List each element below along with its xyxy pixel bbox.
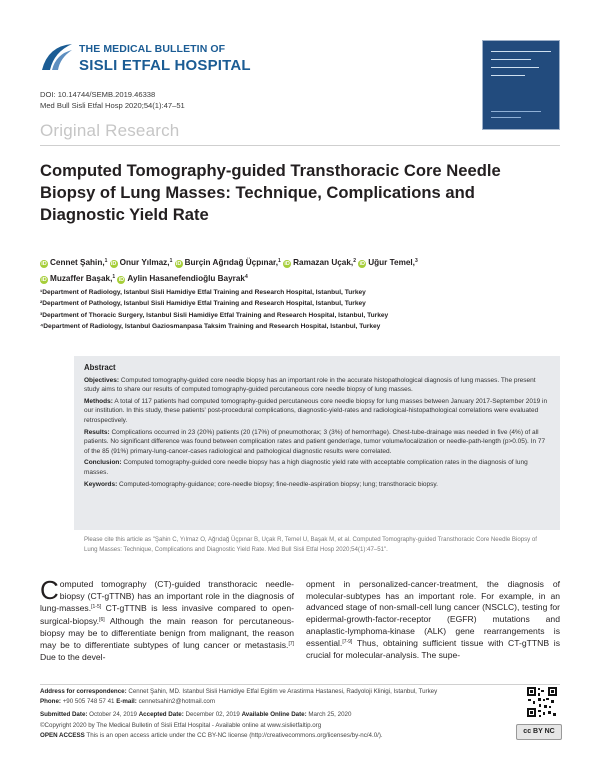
reference-link[interactable]: [1-5] [91,604,102,611]
citation-short: Med Bull Sisli Etfal Hosp 2020;54(1):47–51 [40,101,185,110]
orcid-icon[interactable]: iD [284,261,290,267]
affiliation: ⁴Department of Radiology, Istanbul Gaziosmanpasa Taksim Training and Research Hospital, Istanbul, Turkey [40,322,381,330]
body-column-left: Computed tomography (CT)-guided transthoracic needle-biopsy (CT-gTTNB) has an important role in the diagnosis of lung-masses.[1-5] CT-gTTNB is less invasive compared to open-surgical-biopsy.[6] Although the main reason for percutaneous-biopsy may be to differentiate benign from malignant, the reason may be to differentiate subtypes of lung cancer or metastasis.[7] Due to the devel- [40,575,294,662]
section-label: Original Research [40,121,180,140]
orcid-icon[interactable]: iD [118,277,125,283]
author: iD Burçin Ağrıdağ Üçpınar,$^1$ [175,258,281,267]
email-link[interactable]: cennetsahin2@hotmail.com [136,698,216,706]
footer-notes [40,687,495,741]
affiliation: ¹Department of Radiology, Istanbul Sisli Hamidiye Etfal Training and Research Hospital, Istanbul, Turkey [40,289,366,296]
author: iD Aylin Hasanefendioğlu Bayrak$^4$ [118,274,248,283]
dates-line: Submitted Date: October 24, 2019 Accepted Date: December 02, 2019 Available Online Date: March 25, 2020 [40,711,352,719]
correspondence-line: Address for correspondence: Cennet Şahin, MD. Istanbul Sisli Hamidiye Etfal Egitim ve Arastirma Hastanesi, Radyoloji Klinigi, Istanbul, Turkey [40,688,438,695]
affiliation: ³Department of Thoracic Surgery, Istanbul Sisli Hamidiye Etfal Training and Research Hospital, Istanbul, Turkey [40,311,389,319]
journal-name-line1: THE MEDICAL BULLETIN OF [79,43,226,55]
cc-license-badge[interactable]: cc BY NC [516,724,562,740]
orcid-icon[interactable]: iD [175,261,182,267]
journal-name-line2: SISLI ETFAL HOSPITAL [79,57,251,74]
author: iD Uğur Temel,$^3$ [359,258,418,267]
journal-cover-thumbnail [482,40,560,130]
author: iD Onur Yılmaz,$^1$ [110,258,173,267]
cite-as-note: Please cite this article as "Şahin C, Yılmaz O, Ağrıdağ Üçpınar B, Uçak R, Temel U, Başak M, et al. Computed Tomography-guided Transthoracic Core Needle Biopsy of Lung Masses: Technique, Complications and Diagnostic Yield Rate. Med Bull Sisli Etfal Hosp 2020;54(1):47–51". [84,536,537,553]
abstract-content [84,363,552,491]
abstract-results: Results: Complications occurred in 23 (20%) patients (20 (17%) of pneumothorax; 3 (3%) of hemorrhage). Chest-tube-drainage was needed in five (4%) of all patients. No significant difference was found between complication rates and patient gender/age, tumor volume/localization or needle-path-length (p>0.05). In 77 of the 85 (91%) primary-lung-cancer-cases radiological and pathological diagnostic results were correlated. [84,428,546,455]
author: iD Ramazan Uçak,$^2$ [284,258,356,267]
reference-link[interactable]: [6] [99,616,105,623]
orcid-icon[interactable]: iD [41,261,47,267]
footer-divider [40,684,560,685]
copyright-line: ©Copyright 2020 by The Medical Bulletin of Sisli Etfal Hospital - Available online at www.sislietfaltip.org [40,721,322,729]
reference-link[interactable]: [7-9] [342,639,353,646]
article-title: Computed Tomography-guided Transthoracic Core Needle Biopsy of Lung Masses: Technique, Complications and Diagnostic Yield Rate [40,161,501,224]
article-meta [40,89,185,111]
orcid-icon[interactable]: iD [359,261,365,267]
abstract-methods: Methods: A total of 117 patients had computed tomography-guided percutaneous core needle biopsy for lung masses between January 2017-September 2019 in our institution. In this study, these patients' post-procedural complications, diagnostic-yield-rates and radiological-histopathological correlations were evaluated retrospectively. [84,397,548,424]
abstract-objectives: Objectives: Computed tomography-guided core needle biopsy has an important role in the accurate histopathological diagnosis of lung masses. The present study aims to share our results of computed tomography-guided percutaneous core needle biopsy of lung masses. [84,376,536,394]
affiliations [40,287,560,332]
body-column-right: opment in personalized-cancer-treatment, the diagnosis of molecular-subtypes has an important role. For example, in an advanced stage of non-small-cell lung cancer (NSCLC), testing for epidermal-growth-factor-receptor (EGFR) mutations and anaplastic-lymphoma-kinase (ALK) gene rearrangements is essential.[7-9] Thus, obtaining sufficient tissue with CT-gTTNB is crucial for molecular-analysis. The supe- [306,579,560,660]
orcid-icon[interactable]: iD [110,261,117,267]
orcid-icon[interactable]: iD [41,277,47,283]
qr-code-icon[interactable] [526,686,558,718]
drop-cap: C [40,575,59,605]
open-access-line: OPEN ACCESS This is an open access article under the CC BY-NC license (http://creativecommons.org/licenses/by-nc/4.0/). [40,731,383,739]
contact-line: Phone: +90 505 748 57 41 E-mail: cennetsahin2@hotmail.com [40,698,216,706]
doi-link[interactable]: DOI: 10.14744/SEMB.2019.46338 [40,90,156,99]
abstract-conclusion: Conclusion: Computed tomography-guided core needle biopsy has a high diagnostic yield rate with acceptable complication rates in the diagnosis of lung masses. [84,459,528,476]
abstract-heading: Abstract [84,363,116,372]
affiliation: ²Department of Pathology, Istanbul Sisli Hamidiye Etfal Training and Research Hospital, Istanbul, Turkey [40,300,366,308]
author-list [40,254,560,286]
section-divider [40,145,560,146]
author: iD Muzaffer Başak,$^1$ [41,274,116,283]
hospital-logo-icon [40,42,74,72]
author: iD Cennet Şahin,$^1$ [41,258,108,267]
abstract-keywords: Keywords: Computed-tomography-guidance; core-needle biopsy; fine-needle-aspiration biopsy; lung; transthoracic biopsy. [84,480,438,488]
reference-link[interactable]: [7] [288,641,294,648]
